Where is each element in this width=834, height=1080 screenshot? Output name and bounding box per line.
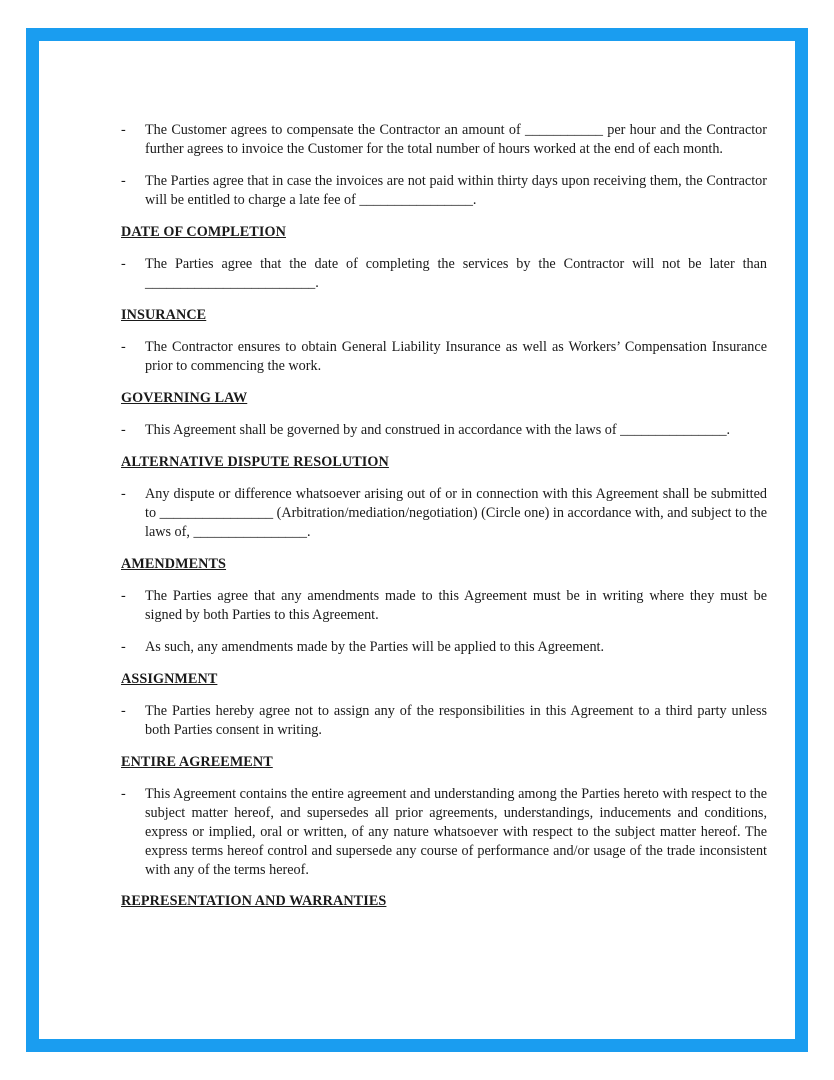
section-heading-date-of-completion: DATE OF COMPLETION [121, 224, 286, 240]
bullet-dash: - [121, 703, 126, 719]
page-frame [26, 28, 808, 1052]
clause-paragraph [121, 587, 767, 625]
clause-text: Any dispute or difference whatsoever arising out of or in connection with this Agreement shall be submitted to ________________ (Arbitration/mediation/negotiation) (Circle one) in accordance with, and subject to the laws of, ________________. [145, 486, 767, 540]
bullet-dash: - [121, 588, 126, 604]
section-heading-governing-law: GOVERNING LAW [121, 390, 248, 406]
bullet-dash: - [121, 639, 126, 655]
clause-paragraph [121, 702, 767, 740]
clause-text: The Parties agree that any amendments made to this Agreement must be in writing where they must be signed by both Parties to this Agreement. [145, 588, 767, 623]
clause-text: This Agreement shall be governed by and construed in accordance with the laws of _______________. [145, 422, 731, 438]
clause-paragraph [121, 172, 767, 210]
bullet-dash: - [121, 422, 126, 438]
clause-paragraph [121, 785, 767, 880]
clause-text: The Parties agree that in case the invoices are not paid within thirty days upon receiving them, the Contractor will be entitled to charge a late fee of ________________. [145, 173, 767, 208]
section-heading-entire-agreement: ENTIRE AGREEMENT [121, 754, 273, 770]
clause-paragraph [121, 421, 767, 440]
clause-paragraph [121, 338, 767, 376]
clause-text: The Contractor ensures to obtain General Liability Insurance as well as Workers’ Compensation Insurance prior to commencing the work. [145, 339, 767, 374]
clause-text: As such, any amendments made by the Parties will be applied to this Agreement. [145, 639, 605, 655]
clause-paragraph [121, 638, 767, 657]
clause-paragraph [121, 121, 767, 159]
section-heading-representation-and-warranties: REPRESENTATION AND WARRANTIES [121, 893, 387, 909]
document-body [121, 121, 767, 924]
bullet-dash: - [121, 339, 126, 355]
clause-text: This Agreement contains the entire agreement and understanding among the Parties hereto with respect to the subject matter hereof, and supersedes all prior agreements, understandings, inducements and conditions, express or implied, oral or written, of any nature whatsoever with respect to the subject matter hereof. The express terms hereof control and supersede any course of performance and/or usage of the trade inconsistent with any of the terms hereof. [145, 786, 767, 878]
clause-text: The Customer agrees to compensate the Contractor an amount of ___________ per hour and the Contractor further agrees to invoice the Customer for the total number of hours worked at the end of each month. [145, 122, 767, 157]
bullet-dash: - [121, 122, 126, 138]
bullet-dash: - [121, 486, 126, 502]
clause-paragraph [121, 255, 767, 293]
clause-text: The Parties agree that the date of completing the services by the Contractor will not be later than ________________________. [145, 256, 767, 291]
section-heading-insurance: INSURANCE [121, 307, 207, 323]
clause-text: The Parties hereby agree not to assign any of the responsibilities in this Agreement to a third party unless both Parties consent in writing. [145, 703, 767, 738]
section-heading-assignment: ASSIGNMENT [121, 671, 218, 687]
bullet-dash: - [121, 256, 126, 272]
section-heading-amendments: AMENDMENTS [121, 556, 227, 572]
section-heading-alternative-dispute-resolution: ALTERNATIVE DISPUTE RESOLUTION [121, 454, 389, 470]
bullet-dash: - [121, 786, 126, 802]
bullet-dash: - [121, 173, 126, 189]
clause-paragraph [121, 485, 767, 542]
